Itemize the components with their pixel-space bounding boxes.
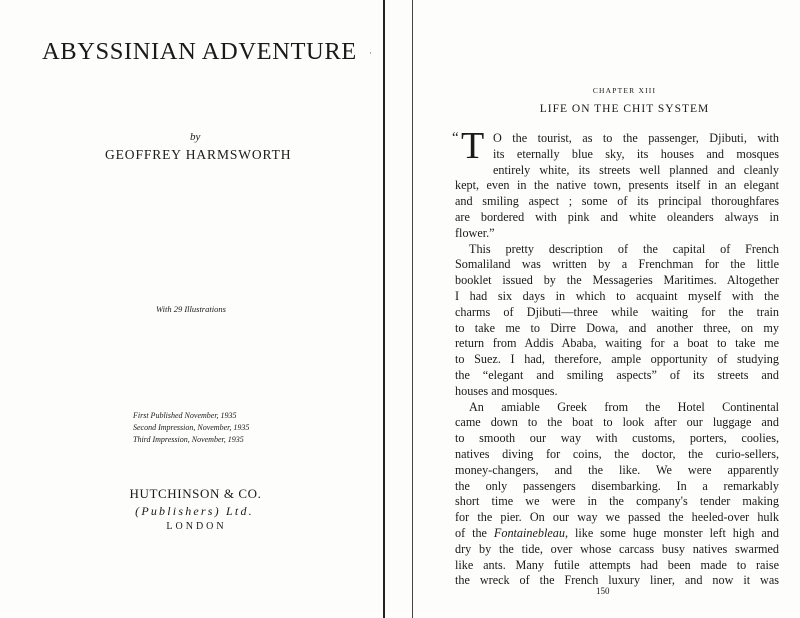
- by-line: by: [190, 131, 201, 143]
- text-line: return from Addis Ababa, waiting for a boat to take me: [455, 336, 779, 351]
- text-line: I had six days in which to acquaint myself with the: [455, 288, 779, 303]
- title-page: [0, 0, 383, 618]
- text-line: dry by the tide, over whose carcass busy natives swarmed: [455, 541, 779, 556]
- text-line: houses and mosques.: [455, 383, 558, 398]
- text-line: the wreck of the French luxury liner, and now it was: [455, 573, 779, 588]
- text-line: short time we were in the company's tender making: [455, 494, 779, 509]
- text-line: charms of Djibuti—three while waiting for the train: [455, 304, 779, 319]
- publisher-block: [0, 486, 383, 536]
- page-number: 150: [596, 586, 610, 596]
- impression-line: Third Impression, November, 1935: [133, 435, 244, 444]
- text-line: entirely white, its streets well planned and cleanly: [493, 162, 779, 177]
- book-title: ABYSSINIAN ADVENTURE: [42, 38, 357, 65]
- chapter-body: [452, 125, 779, 589]
- text-line: money-changers, and the like. We were apparently: [455, 462, 779, 477]
- chapter-number: CHAPTER XIII: [592, 86, 657, 95]
- page-speck: ·: [369, 48, 372, 58]
- text-line: like ants. Many futile attempts had been made to raise: [455, 557, 779, 572]
- author-name: GEOFFREY HARMSWORTH: [105, 147, 292, 162]
- binding-line-left: [383, 0, 385, 618]
- opening-quote-mark: “: [452, 130, 459, 146]
- text-line: the “elegant and smiling aspects” of its streets and: [455, 367, 779, 382]
- text-line: and smiling aspect ; some of its principal thoroughfares: [455, 194, 779, 209]
- drop-cap: T: [461, 125, 485, 167]
- illustrations-note: With 29 Illustrations: [156, 304, 226, 314]
- text-line: are bordered with pink and white oleanders always in: [455, 209, 779, 224]
- text-line: of the Fontainebleau, like some huge monster left high and: [455, 525, 779, 540]
- text-line: flower.”: [455, 225, 495, 240]
- publisher-ltd: (Publishers) Ltd.: [135, 503, 254, 518]
- text-line: for the pier. On our way we passed the heeled-over hulk: [455, 510, 779, 525]
- chapter-title: LIFE ON THE CHIT SYSTEM: [539, 103, 710, 115]
- text-line: booklet issued by the Messageries Maritimes. Altogether: [455, 273, 779, 288]
- text-line: kept, even in the native town, presents itself in an elegant: [455, 178, 779, 193]
- publisher-name: HUTCHINSON & CO.: [129, 486, 262, 501]
- publisher-city: LONDON: [166, 521, 227, 532]
- text-line: O the tourist, as to the passenger, Djibuti, with: [493, 131, 779, 145]
- text-line: An amiable Greek from the Hotel Continental: [469, 399, 779, 414]
- impressions-block: [133, 410, 249, 446]
- impression-line: Second Impression, November, 1935: [133, 423, 250, 432]
- text-line: This pretty description of the capital of French: [469, 241, 779, 256]
- text-line: to Suez. I had, therefore, ample opportunity of studying: [455, 352, 779, 367]
- text-line: came down to the boat to look after our luggage and: [455, 415, 779, 430]
- text-line: to take me to Dirre Dowa, and another three, on my: [455, 320, 779, 335]
- text-line: Somaliland was written by a Frenchman for the little: [455, 257, 779, 272]
- text-line: natives diving for coins, the doctor, the curio-sellers,: [455, 446, 779, 461]
- chapter-page: [413, 0, 800, 618]
- impression-line: First Published November, 1935: [133, 411, 237, 420]
- text-line: to smooth our way with customs, porters, coolies,: [455, 431, 779, 446]
- text-line: its eternally blue sky, its houses and mosques: [493, 146, 779, 161]
- text-line: the only passengers disembarking. In a remarkably: [455, 478, 779, 493]
